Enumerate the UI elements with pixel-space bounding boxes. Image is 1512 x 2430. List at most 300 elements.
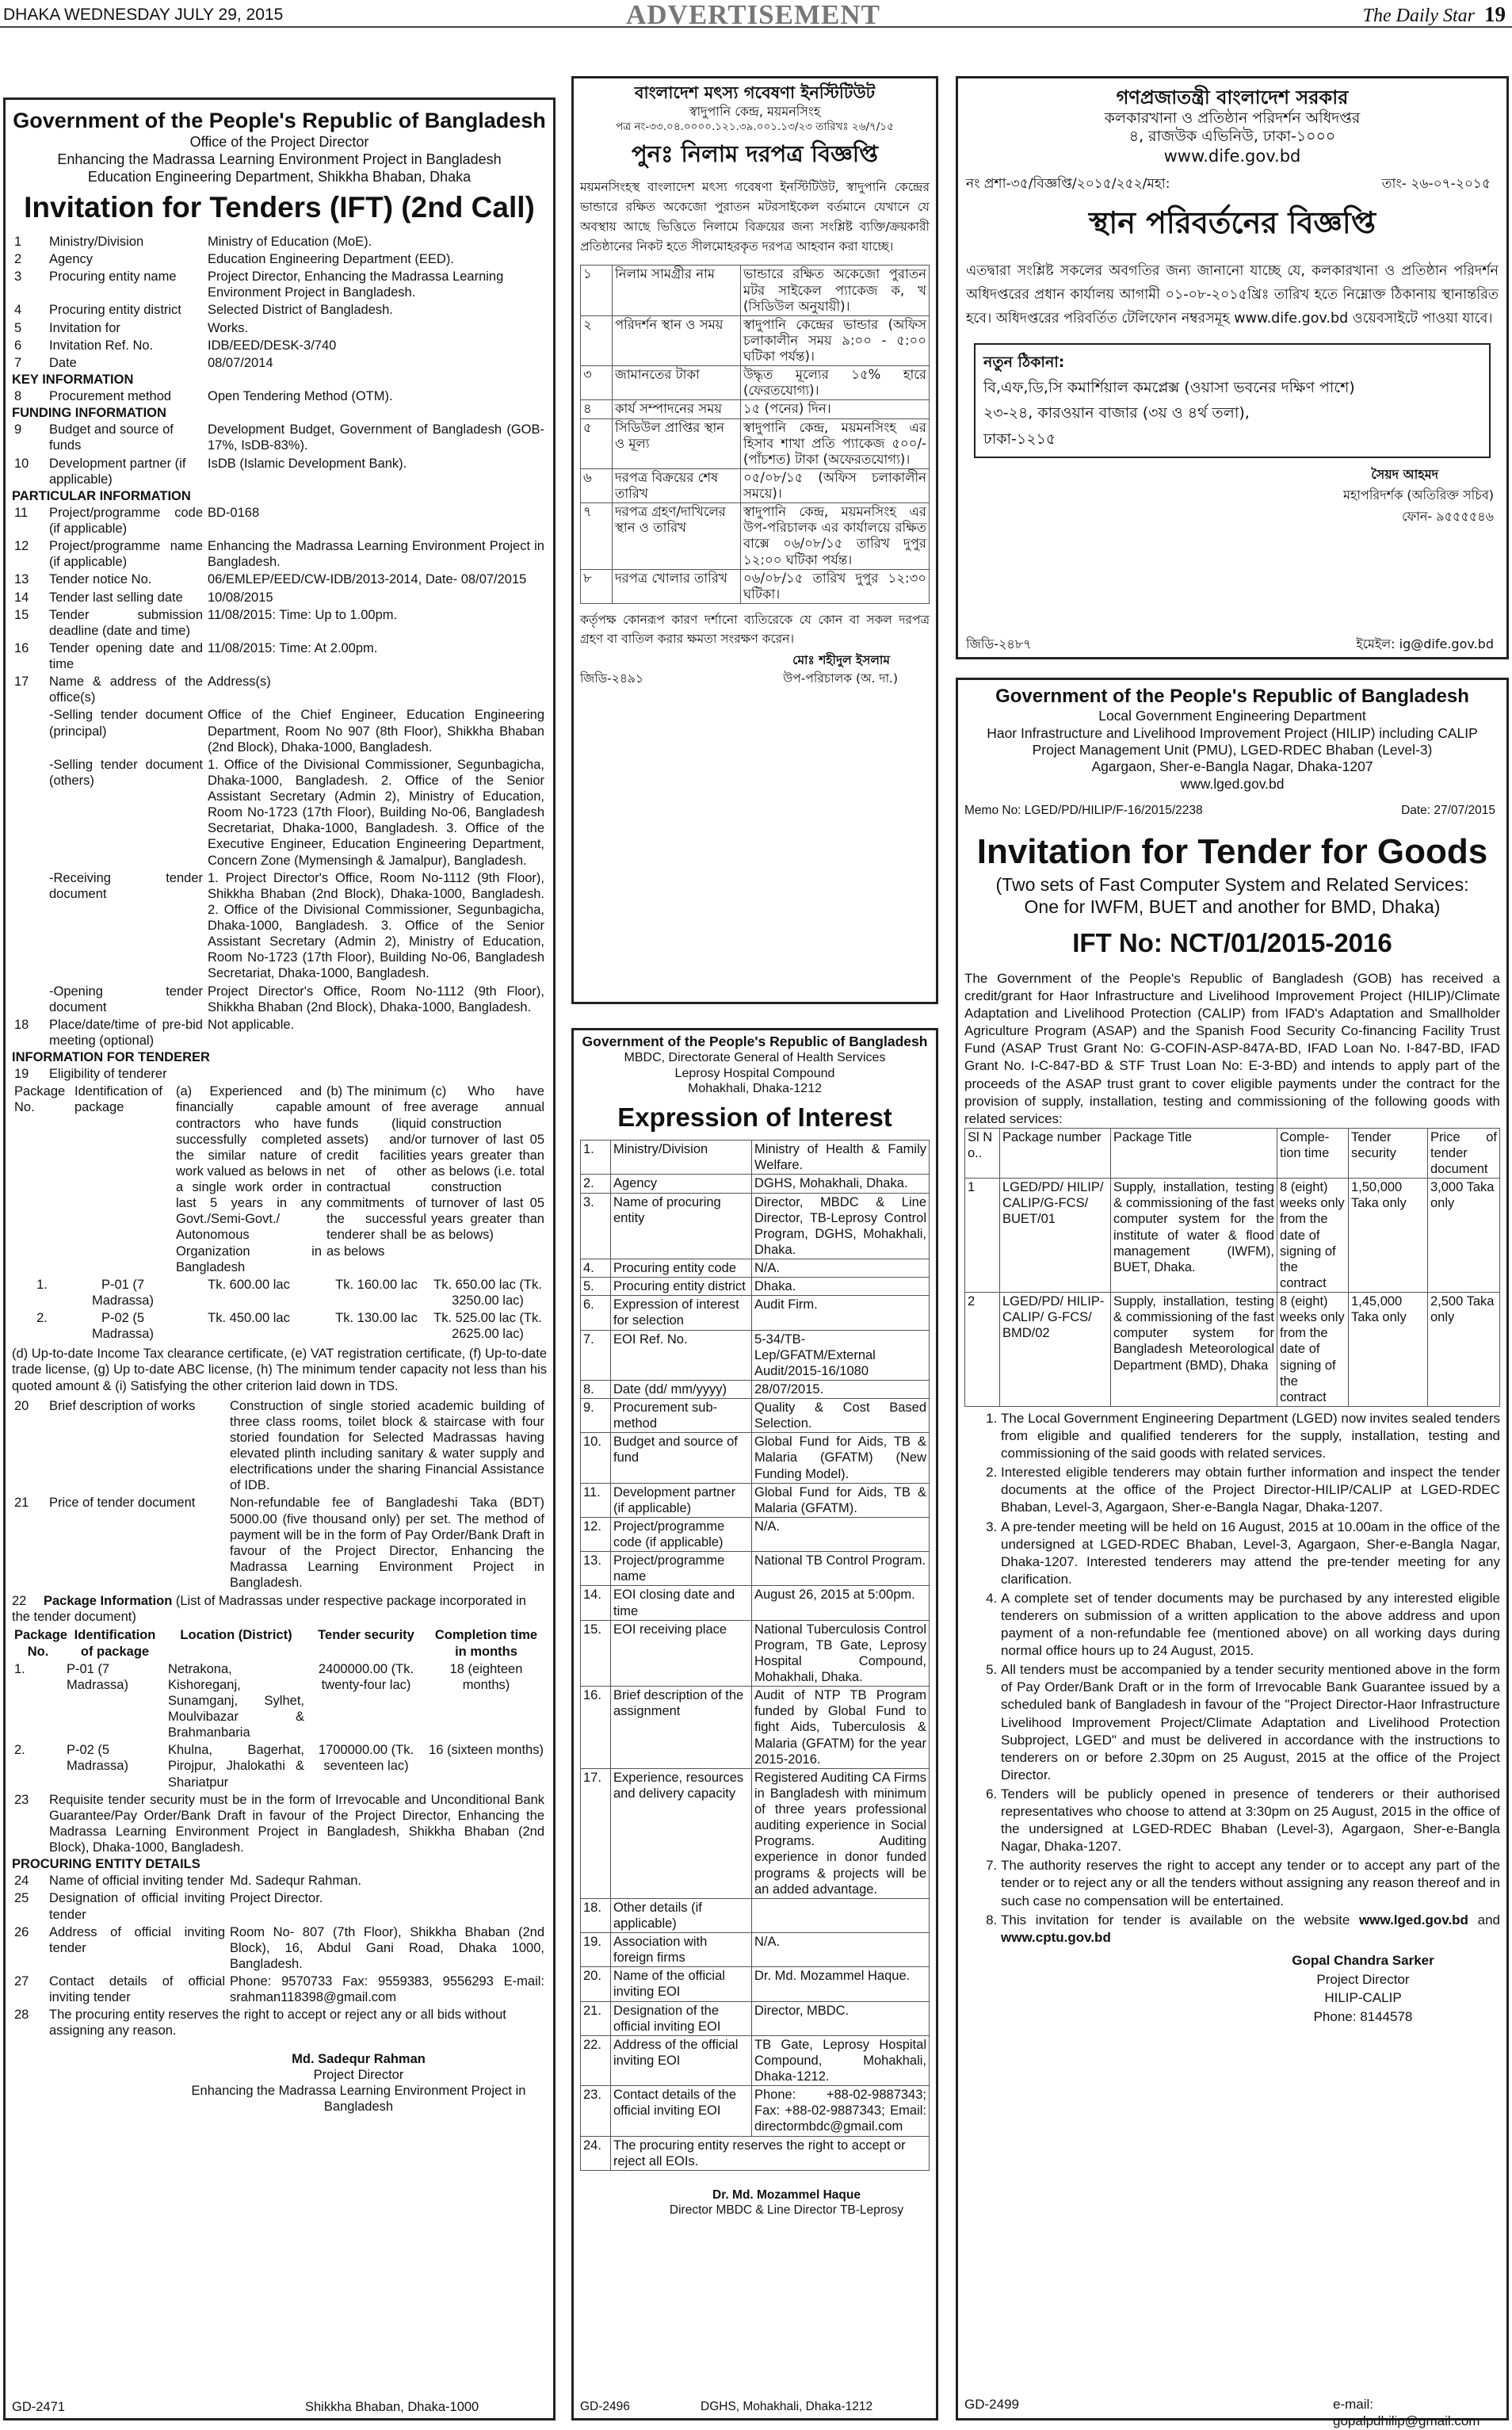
cell: Other details (if applicable) <box>611 1898 752 1932</box>
cell: ২ <box>581 315 613 365</box>
ad4-title: স্থান পরিবর্তনের বিজ্ঞপ্তি <box>1089 205 1376 241</box>
ad4-gov-title: গণপ্রজাতন্ত্রী বাংলাদেশ সরকার <box>1116 86 1349 109</box>
table-row <box>581 2035 930 2085</box>
cell: Expression of interest for selection <box>611 1296 752 1330</box>
cell: 28/07/2015. <box>752 1380 930 1398</box>
cell: Development Budget, Government of Bangladesh (GOB-17%, IsDB-83%). <box>208 422 544 453</box>
signatory-title: মহাপরিদর্শক (অতিরিক্ত সচিব) <box>1343 487 1494 503</box>
cell: Eligibility of tenderer <box>49 1067 167 1082</box>
cell: Invitation Ref. No. <box>49 338 154 353</box>
cell: ৫ <box>581 418 613 468</box>
cell: Procurement method <box>49 389 172 404</box>
table-header <box>12 1626 547 1660</box>
paper-title: The Daily Star <box>1362 6 1475 26</box>
cell: 20 <box>14 1398 29 1413</box>
cell: 27 <box>14 1974 29 1989</box>
table-row <box>965 1179 1500 1293</box>
cell: ০৬/০৮/১৫ তারিখ দুপুর ১২:৩০ ঘটিকা। <box>741 569 930 603</box>
cell <box>12 756 47 869</box>
cell: 19. <box>581 1933 611 1967</box>
ad5-project: Haor Infrastructure and Livelihood Improvement Project (HILIP) including CALIP <box>987 724 1478 741</box>
cell: P-01 (7 Madrassa) <box>67 1661 128 1692</box>
list-item: 1. The Local Government Engineering Department (LGED) now invites sealed tenders from eligible and qualified tenderers for the supply, installation, testing and commissioning of the said goods with related services. <box>1001 1410 1500 1462</box>
cell: ভান্ডারে রক্ষিত অকেজো পুরাতন মটর সাইকেল প্যাকেজ ক, খ (সিডিউল অনুযায়ী)। <box>741 266 930 315</box>
cell: Project/programme code (if applicable) <box>611 1517 752 1551</box>
cell: 19 <box>14 1067 29 1082</box>
table-row <box>581 2001 930 2035</box>
cell: Tender notice No. <box>49 572 152 587</box>
cell: Education Engineering Department (EED). <box>208 252 454 267</box>
cell: 16 <box>14 640 29 655</box>
table-row <box>12 571 547 588</box>
cell: 1700000.00 (Tk. seventeen lac) <box>318 1743 414 1774</box>
cell: 9. <box>581 1399 611 1433</box>
ad5-subtitle-2: One for IWFM, BUET and another for BMD, Dhaka) <box>1024 896 1441 917</box>
ad1-signature <box>170 2051 547 2115</box>
cell: 3 <box>14 269 22 285</box>
ad1-particular-heading: PARTICULAR INFORMATION <box>12 488 191 503</box>
header-cell: Identification of package <box>74 1084 162 1115</box>
cell: Procuring entity code <box>611 1259 752 1278</box>
table-row <box>12 421 547 454</box>
cell: স্বাদুপানি কেন্দ্র, ময়মনসিংহ এর হিসাব শাখা প্রতি প্যাকেজ ৫০০/- (পাঁচশত) টাকা (অফেরতযোগ্য)। <box>741 418 930 468</box>
header-cell: Price of tender document <box>1428 1128 1500 1178</box>
ad4-ref-no: নং প্রশা-৩৫/বিজ্ঞপ্তি/২০১৫/২৫২/মহা: <box>966 176 1170 193</box>
signatory-name: Md. Sadequr Rahman <box>292 2051 426 2066</box>
cell: স্বাদুপানি কেন্দ্র, ময়মনসিংহ এর উপ-পরিচালক এর কার্যালয়ে রক্ষিত বাক্সে ০৬/০৮/১৫ তারিখ দুপুর ১২:০০ ঘটিকা পর্যন্ত। <box>741 503 930 570</box>
cell: Experience, resources and delivery capacity <box>611 1768 752 1898</box>
ad1-package-table <box>12 1626 547 1790</box>
ad1-key-info-heading: KEY INFORMATION <box>12 372 134 387</box>
cell: 3. <box>581 1193 611 1259</box>
cell: ৬ <box>581 468 613 502</box>
table-row <box>12 1924 547 1973</box>
header-cell: Package No. <box>14 1628 67 1659</box>
cell: Dhaka. <box>752 1278 930 1296</box>
signatory-org: HILIP-CALIP <box>1324 1990 1402 2006</box>
table-row <box>12 301 547 319</box>
cell: জামানতের টাকা <box>613 366 741 400</box>
ad1-package-info <box>12 1593 547 1625</box>
cell: 5. <box>581 1278 611 1296</box>
ad-dife-relocation <box>956 76 1509 659</box>
table-row <box>12 589 547 606</box>
ad1-info-table <box>12 233 547 372</box>
cell: Project/programme name <box>611 1552 752 1586</box>
header-cell: Package No. <box>14 1084 66 1115</box>
ad5-gov-title: Government of the People's Republic of Bangladesh <box>995 686 1469 707</box>
lged-website-link[interactable]: www.lged.gov.bd <box>1359 1912 1468 1928</box>
package-info-label: Package Information <box>44 1594 173 1609</box>
ad5-ift-no: IFT No: NCT/01/2015-2016 <box>1072 927 1392 957</box>
ad-code: GD-2471 <box>12 2399 65 2414</box>
ad1-funding-heading: FUNDING INFORMATION <box>12 406 166 421</box>
cell <box>12 706 47 755</box>
ad1-particular-table <box>12 504 547 1049</box>
header-cell: Package number <box>1000 1128 1111 1178</box>
table-row <box>12 537 547 571</box>
cell: Construction of single storied academic building of three class rooms, toilet block & staircase with four storied foundation for Selected Madrassas having elevated plinth including sanitary & water supply and electrifications under the sharing Financial Assistance of IDB. <box>230 1398 544 1493</box>
ad4-signature <box>966 464 1499 527</box>
table-row <box>12 233 547 250</box>
header-cell: Completion time in months <box>434 1628 538 1659</box>
cell: 1 <box>965 1179 1000 1293</box>
table-row <box>12 1309 547 1343</box>
ad2-institute: বাংলাদেশ মৎস্য গবেষণা ইনস্টিটিউট <box>634 83 876 102</box>
signatory-address: DGHS, Mohakhali, Dhaka-1212 <box>701 2400 873 2414</box>
table-row <box>12 673 547 706</box>
cell: ৪ <box>581 400 613 418</box>
cell: 23 <box>14 1792 29 1807</box>
cell: Netrakona, Kishoreganj, Sunamganj, Sylhet, Moulvibazar & Brahmanbaria <box>168 1661 304 1740</box>
table-row <box>581 1898 930 1932</box>
signatory-name: মোঃ শহীদুল ইসলাম <box>792 652 890 667</box>
signatory-project: Enhancing the Madrassa Learning Environment Project in Bangladesh <box>191 2083 526 2114</box>
ad1-works-table <box>12 1397 547 1592</box>
cell: 2. <box>581 1175 611 1193</box>
cell: 5 <box>14 320 22 335</box>
cell: 11/08/2015: Time: Up to 1.00pm. <box>208 607 398 622</box>
cell: 21. <box>581 2001 611 2035</box>
ad1-reserve-row <box>12 2006 547 2039</box>
ad4-footer <box>966 636 1494 652</box>
table-row <box>12 388 547 405</box>
ad-code: জিডি-২৪৯১ <box>580 671 643 686</box>
ad3-title: Expression of Interest <box>617 1102 892 1132</box>
cell: DGHS, Mohakhali, Dhaka. <box>752 1175 930 1193</box>
cell: 15. <box>581 1620 611 1687</box>
ad1-key-table <box>12 388 547 405</box>
cell: Designation of the official inviting EOI <box>611 2001 752 2035</box>
cell: -Selling tender document (principal) <box>49 708 203 739</box>
cell: Development partner (if applicable) <box>611 1483 752 1517</box>
cell: EOI Ref. No. <box>611 1330 752 1380</box>
ad-madrassa-ift <box>3 97 556 2420</box>
table-row <box>581 1278 930 1296</box>
header-cell: (a) Experienced and financially capable contractors who have successfully completed the similar nature of work valued as belows in a single work order in last 5 years in any Govt./Semi-Govt./ Autonomous Organization in Bangladesh <box>176 1084 322 1274</box>
cell: Quality & Cost Based Selection. <box>752 1399 930 1433</box>
cell: Brief description of works <box>49 1398 196 1413</box>
table-row <box>12 354 547 372</box>
cell: 1,50,000 Taka only <box>1349 1179 1428 1293</box>
list-item <box>1001 1912 1500 1947</box>
table-row <box>581 366 930 400</box>
cell: Project Director's Office, Room No-1112 (9th Floor), Shikkha Bhaban (2nd Block), Dhaka-1000, Bangladesh. <box>208 984 544 1014</box>
cell: 16 (sixteen months) <box>429 1743 544 1758</box>
ad5-pmu: Project Management Unit (PMU), LGED-RDEC Bhaban (Level-3) <box>1032 741 1433 758</box>
cell: 11 <box>14 505 29 520</box>
cell: Contact details of the official inviting EOI <box>611 2086 752 2136</box>
signatory-phone: Phone: 8144578 <box>1313 2009 1413 2025</box>
list-item: 7. The authority reserves the right to accept any tender or to accept any part of the tender or to reject any or all the tenders without assigning any reason thereof and in such case no compensation will be entertained. <box>1001 1857 1500 1909</box>
cell: Non-refundable fee of Bangladeshi Taka (BDT) 5000.00 (five thousand only) per set. The method of payment will be in the form of Pay Order/Bank Draft in favour of the Project Director, Enhancing the Madrassa Learning Environment Project in Bangladesh. <box>230 1496 544 1591</box>
cell: Project/programme name (if applicable) <box>49 539 203 570</box>
cell: P-02 (5 Madrassa) <box>67 1743 128 1774</box>
cell: Procurement sub-method <box>611 1399 752 1433</box>
signatory-title: উপ-পরিচালক (অ. দা.) <box>783 671 898 686</box>
cell: The procuring entity reserves the right to accept or reject any or all bids without assigning any reason. <box>49 2008 506 2038</box>
table-row <box>12 337 547 354</box>
cell: Open Tendering Method (OTM). <box>208 389 393 404</box>
cell: 2 <box>965 1293 1000 1407</box>
table-row <box>12 1276 547 1309</box>
table-row <box>581 1967 930 2001</box>
section-label: ADVERTISEMENT <box>626 0 880 30</box>
cell: Budget and source of fund <box>611 1433 752 1483</box>
ad5-website: www.lged.gov.bd <box>1180 775 1285 792</box>
cell: Audit of NTP TB Program funded by Global Fund to fight Aids, Tuberculosis & Malaria (GFATM) for the year 2015-2016. <box>752 1687 930 1769</box>
cell: 4. <box>581 1259 611 1278</box>
table-header <box>965 1128 1500 1178</box>
cell: 15 <box>14 607 29 622</box>
cell: Director, MBDC. <box>752 2001 930 2035</box>
cell: 26 <box>14 1924 29 1939</box>
cell: Dr. Md. Mozammel Haque. <box>752 1967 930 2001</box>
cptu-website-link[interactable]: www.cptu.gov.bd <box>1001 1929 1111 1945</box>
masthead-rule <box>0 26 1512 28</box>
cell: 2. <box>36 1311 48 1326</box>
ad-code: জিডি-২৪৮৭ <box>966 636 1032 652</box>
cell: দরপত্র খোলার তারিখ <box>613 569 741 603</box>
cell: N/A. <box>752 1517 930 1551</box>
cell: 16. <box>581 1687 611 1769</box>
ad2-reference: পত্র নং-৩৩.০৪.০০০০.১২১.৩৯.০০১.১৩/২৩ তারিখঃ ২৬/৭/১৫ <box>616 120 894 134</box>
table-row <box>12 455 547 488</box>
ad4-header <box>966 86 1499 166</box>
cell: 25 <box>14 1891 29 1906</box>
cell: Address of the official inviting EOI <box>611 2035 752 2085</box>
cell: Supply, installation, testing & commissioning of the fast computer system for Bangladesh Meteorological Department (BMD), Dhaka <box>1111 1293 1277 1407</box>
table-row <box>581 503 930 570</box>
table-row <box>12 756 547 869</box>
ad1-title: Invitation for Tenders (IFT) (2nd Call) <box>24 190 535 224</box>
signatory-email: e-mail: gopalpdhilip@gmail.com <box>1333 2397 1480 2428</box>
ad4-address-line2: ২৩-২৪, কারওয়ান বাজার (৩য় ও ৪র্থ তলা), <box>983 404 1250 422</box>
signatory-name: সৈয়দ আহমদ <box>1371 467 1438 483</box>
cell: N/A. <box>752 1259 930 1278</box>
cell: Procuring entity district <box>49 303 181 318</box>
ad5-address: Agargaon, Sher-e-Bangla Nagar, Dhaka-1207 <box>1091 758 1373 775</box>
table-row <box>581 1620 930 1687</box>
ad5-date: Date: 27/07/2015 <box>1401 803 1495 817</box>
cell: 12 <box>14 539 29 554</box>
ad1-header <box>12 108 547 225</box>
cell: সিডিউল প্রাপ্তির স্থান ও মূল্য <box>613 418 741 468</box>
cell: Works. <box>208 320 249 335</box>
cell: 3,000 Taka only <box>1428 1179 1500 1293</box>
ad4-reference-line <box>966 176 1499 200</box>
ad4-address-heading: নতুন ঠিকানা: <box>983 353 1065 371</box>
cell: Khulna, Bagerhat, Pirojpur, Jhalokathi & Shariatpur <box>168 1743 304 1790</box>
table-row <box>12 1065 547 1083</box>
cell: 8 (eight) weeks only from the date of signing of the contract <box>1277 1179 1349 1293</box>
cell: Date (dd/ mm/yyyy) <box>611 1380 752 1398</box>
cell: EOI closing date and time <box>611 1586 752 1620</box>
cell: ৩ <box>581 366 613 400</box>
table-row <box>12 983 547 1016</box>
cell: Name of the official inviting EOI <box>611 1967 752 2001</box>
cell: Audit Firm. <box>752 1296 930 1330</box>
cell: 7 <box>14 355 22 370</box>
table-row <box>12 250 547 268</box>
ad3-header <box>580 1034 930 1133</box>
ad3-address: Mohakhali, Dhaka-1212 <box>688 1082 822 1096</box>
cell: IsDB (Islamic Development Bank). <box>208 456 407 471</box>
cell: 10/08/2015 <box>208 590 273 605</box>
ad5-department: Local Government Engineering Department <box>1098 708 1366 724</box>
ad5-package-table <box>964 1128 1500 1407</box>
cell: Tender last selling date <box>49 590 183 605</box>
header-cell: Tender security <box>318 1628 414 1643</box>
cell: The procuring entity reserves the right to accept or reject all EOIs. <box>611 2136 930 2170</box>
cell: Phone: +88-02-9887343; Fax: +88-02-9887343; Email: directormbdc@gmail.com <box>752 2086 930 2136</box>
cell: Md. Sadequr Rahman. <box>230 1874 362 1889</box>
ad-fisheries-auction <box>571 76 938 1004</box>
ad4-address-line1: বি,এফ,ডি,সি কমার্শিয়াল কমপ্লেক্স (ওয়াসা ভবনের দক্ষিণ পাশে) <box>983 379 1355 397</box>
cell: 1. Project Director's Office, Room No-1112 (9th Floor), Shikkha Bhaban (2nd Block), Dhaka-1000, Bangladesh. 2. Office of the Divisional Commissioner, Segunbagicha, Dhaka-1000, Bangladesh. 3. Office of the Senior Assistant Secretary (Admin 2), Ministry of Education, Room No-1723 (17th Floor), Building No-06, Bangladesh Secretariat, Dhaka-1000, Bangladesh. <box>208 870 544 981</box>
cell: কার্য সম্পাদনের সময় <box>613 400 741 418</box>
cell: Project/programme code (if applicable) <box>49 505 203 537</box>
cell: 8 <box>14 389 22 404</box>
table-row <box>581 1140 930 1175</box>
cell: 6. <box>581 1296 611 1330</box>
ad3-gov-title: Government of the People's Republic of Bangladesh <box>582 1034 928 1049</box>
table-row <box>12 1016 547 1049</box>
cell: Tk. 600.00 lac <box>208 1277 290 1292</box>
table-row <box>12 1872 547 1889</box>
ad2-title: পুনঃ নিলাম দরপত্র বিজ্ঞপ্তি <box>632 139 878 167</box>
cell: Invitation for <box>49 320 120 335</box>
table-row <box>581 1687 930 1769</box>
ad4-phone: ফোন- ৯৫৫৫৫৪৬ <box>1402 508 1494 524</box>
ad1-office: Office of the Project Director <box>189 133 369 150</box>
ad-mbdc-eoi <box>571 1028 938 2420</box>
table-row <box>12 268 547 301</box>
table-row <box>12 640 547 673</box>
table-row <box>581 2136 930 2170</box>
ad1-footer <box>12 2399 547 2415</box>
cell: 11/08/2015: Time: At 2.00pm. <box>208 640 378 655</box>
cell: TB Gate, Leprosy Hospital Compound, Mohakhali, Dhaka-1212. <box>752 2035 930 2085</box>
cell: Office of the Chief Engineer, Education Engineering Department, Room No 907 (8th Floor), Shikkha Bhaban (2nd Block), Dhaka-1000, Bangladesh. <box>208 708 544 755</box>
cell: Project Director, Enhancing the Madrassa Learning Environment Project in Bangladesh. <box>208 269 504 300</box>
table-row <box>12 319 547 337</box>
cell: Brief description of the assignment <box>611 1687 752 1769</box>
cell: 21 <box>14 1496 29 1511</box>
ad2-signature <box>580 653 930 668</box>
cell: 20. <box>581 1967 611 2001</box>
cell: 2 <box>14 252 22 267</box>
cell: Agency <box>49 252 94 267</box>
cell: 1 <box>14 234 22 249</box>
cell: Requisite tender security must be in the form of Irrevocable and Unconditional Bank Guarantee/Pay Order/Bank Draft in favour of the Project Director, Enhancing the Madrassa Learning Environment Project in Bangladesh, Shikkha Bhaban (2nd Block), Dhaka-1000, Bangladesh. <box>49 1792 544 1855</box>
table-row <box>581 1296 930 1330</box>
table-row <box>965 1293 1500 1407</box>
cell: 1,45,000 Taka only <box>1349 1293 1428 1407</box>
cell: 23. <box>581 2086 611 2136</box>
header-cell: Tender security <box>1349 1128 1428 1178</box>
cell: Tender opening date and time <box>49 640 203 672</box>
cell: Registered Auditing CA Firms in Bangladesh with minimum of three years professional auditing experience in Social Programs. Auditing experience in donor funded programs & projects will be an added advantage. <box>752 1768 930 1898</box>
ad3-compound: Leprosy Hospital Compound <box>674 1066 835 1080</box>
cell: 2400000.00 (Tk. twenty-four lac) <box>318 1661 414 1692</box>
header-cell: (c) Who have average annual construction turnover of last 05 years greater than as belows (i.e. total construction turnover of last 05 years greater than as belows) <box>431 1084 544 1243</box>
issue-date: DHAKA WEDNESDAY JULY 29, 2015 <box>3 6 284 24</box>
cell: 06/EMLEP/EED/CW-IDB/2013-2014, Date- 08/07/2015 <box>208 572 527 587</box>
cell: 17 <box>14 674 29 690</box>
cell: Address of official inviting tender <box>49 1924 225 1955</box>
header-cell: Sl N o.. <box>965 1128 1000 1178</box>
cell: 4 <box>14 303 22 318</box>
cell: Tk. 130.00 lac <box>335 1311 418 1326</box>
cell: দরপত্র বিক্রয়ের শেষ তারিখ <box>613 468 741 502</box>
cell: স্বাদুপানি কেন্দ্রের ভান্ডার (অফিস চলাকালীন সময় ৯:০০ - ৫:০০ ঘটিকা পর্যন্ত)। <box>741 315 930 365</box>
cell: ১৫ (পনের) দিন। <box>741 400 930 418</box>
cell: Date <box>49 355 77 370</box>
ad2-footer <box>580 671 930 686</box>
cell: Not applicable. <box>208 1017 295 1032</box>
ad5-title: Invitation for Tender for Goods <box>976 831 1488 871</box>
ad5-memo-line <box>964 804 1500 823</box>
signatory-name: Dr. Md. Mozammel Haque <box>712 2187 861 2202</box>
cell: National Tuberculosis Control Program, TB Gate, Leprosy Hospital Compound, Mohakhali, Dhaka. <box>752 1620 930 1687</box>
cell: Procuring entity district <box>611 1278 752 1296</box>
table-row <box>12 706 547 755</box>
ad3-footer <box>580 2400 930 2415</box>
ad1-eligibility-table <box>12 1083 547 1343</box>
cell: 8 (eight) weeks only from the date of signing of the contract <box>1277 1293 1349 1407</box>
cell: 9 <box>14 422 22 437</box>
cell: Tender submission deadline (date and time) <box>49 607 203 638</box>
ad5-terms-list <box>964 1410 1500 1947</box>
cell: Agency <box>611 1175 752 1193</box>
cell: 1. Office of the Divisional Commissioner, Segunbagicha, Dhaka-1000, Bangladesh. 2. Office of the Senior Assistant Secretary (Admin 2), Ministry of Education, Room No-1723 (17th Floor), Building No-06, Bangladesh Secretariat, Dhaka-1000, Bangladesh. 3. Office of the Executive Engineer, Education Engineering Department, Concern Zone (Mymensingh & Jamalpur), Bangladesh. <box>208 757 544 868</box>
cell: Supply, installation, testing & commissioning of the fast computer system for the institute of water & flood management (IWFM), BUET, Dhaka. <box>1111 1179 1277 1293</box>
cell: ৮ <box>581 569 613 603</box>
table-row <box>581 1517 930 1551</box>
cell: 13. <box>581 1552 611 1586</box>
cell: 5-34/TB-Lep/GFATM/External Audit/2015-16/1080 <box>752 1330 930 1380</box>
ad4-address: ৪, রাজউক এভিনিউ, ঢাকা-১০০০ <box>1128 128 1336 146</box>
cell: Designation of official inviting tender <box>49 1891 225 1922</box>
list-item: 4. A complete set of tender documents may be purchased by any interested eligible tenderers on submission of a written application to the above address and upon payment of a non-refundable fee (mentioned above) on all working days during normal office hours up to 24 August, 2015. <box>1001 1590 1500 1660</box>
table-row <box>581 1399 930 1433</box>
signatory-title: Project Director <box>313 2067 404 2082</box>
table-row <box>581 1586 930 1620</box>
table-row <box>581 418 930 468</box>
cell: August 26, 2015 at 5:00pm. <box>752 1586 930 1620</box>
cell <box>12 983 47 1016</box>
ad4-address-line3: ঢাকা-১২১৫ <box>983 430 1056 448</box>
cell: 1. <box>581 1140 611 1175</box>
table-row <box>581 1193 930 1259</box>
cell: নিলাম সামগ্রীর নাম <box>613 266 741 315</box>
cell: 24. <box>581 2136 611 2170</box>
ad-code: GD-2496 <box>580 2400 630 2414</box>
masthead <box>0 0 1512 29</box>
cell: 08/07/2014 <box>208 355 273 370</box>
cell: ৭ <box>581 503 613 570</box>
cell: উদ্ধৃত মূল্যের ১৫% হারে (ফেরতযোগ্য)। <box>741 366 930 400</box>
ad1-eligibility-row <box>12 1065 547 1083</box>
cell: Ministry of Health & Family Welfare. <box>752 1140 930 1175</box>
cell: Director, MBDC & Line Director, TB-Leprosy Control Program, DGHS, Mohakhali, Dhaka. <box>752 1193 930 1259</box>
table-row <box>581 1175 930 1193</box>
cell: 22. <box>581 2035 611 2085</box>
cell: Tk. 525.00 lac (Tk. 2625.00 lac) <box>433 1311 542 1342</box>
cell: ০৫/০৮/১৫ (অফিস চলাকালীন সময়ে)। <box>741 468 930 502</box>
ad3-table <box>580 1140 930 2171</box>
